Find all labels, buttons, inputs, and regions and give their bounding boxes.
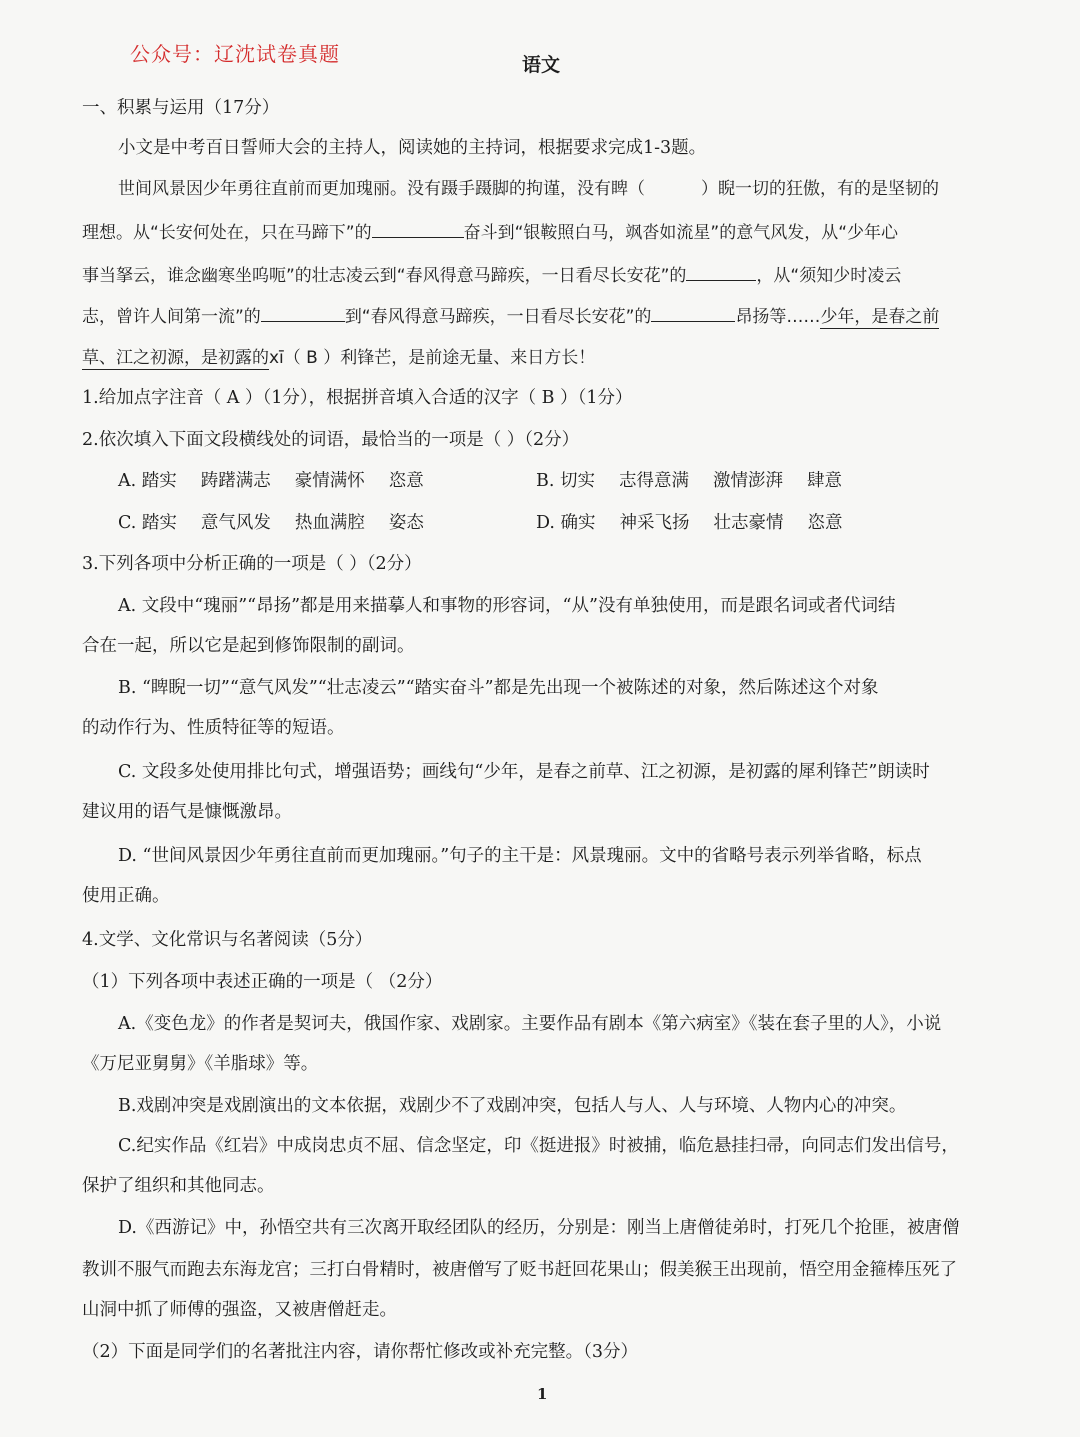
option-text: 恣意 (388, 471, 424, 491)
passage-text: 奋斗到“银鞍照白马，飒沓如流星”的意气风发，从“少年心 (463, 223, 899, 243)
q3-option-d: D. “世间风景因少年勇往直前而更加瑰丽。”句子的主干是：风景瑰丽。文中的省略号表示列举省略，标点 (118, 846, 922, 866)
option-text: 恣意 (807, 513, 843, 533)
question-4-1: （1）下列各项中表述正确的一项是（ （2分） (82, 972, 443, 992)
option-text: C. 踏实 (118, 513, 177, 533)
option-text: 神采飞扬 (619, 513, 690, 533)
question-4: 4.文学、文化常识与名著阅读（5分） (82, 930, 373, 950)
option-text: 壮志豪情 (713, 513, 784, 533)
fill-blank (651, 303, 735, 322)
page-title: 语文 (522, 54, 561, 76)
intro-text: 小文是中考百日誓师大会的主持人，阅读她的主持词，根据要求完成1-3题。 (118, 138, 707, 158)
passage-text: 到“春风得意马蹄疾，一日看尽长安花”的 (344, 307, 652, 327)
underlined-sentence: 少年，是春之前 (820, 307, 940, 327)
section-heading: 一、积累与运用（17分） (82, 98, 280, 118)
q3-option-c-cont: 建议用的语气是慷慨激昂。 (82, 802, 292, 822)
question-1: 1.给加点字注音（ A ）（1分），根据拼音填入合适的汉字（ B ）（1分） (82, 388, 633, 408)
passage-text: xī（ B ）利锋芒，是前途无量、来日方长！ (269, 348, 596, 368)
q3-option-c: C. 文段多处使用排比句式，增强语势；画线句“少年，是春之前草、江之初源，是初露的犀利锋芒”朗读时 (118, 762, 930, 782)
option-text: 豪情满怀 (294, 471, 365, 491)
fill-blank (686, 262, 756, 281)
option-text: D. 确实 (536, 513, 596, 533)
passage-line-4 (82, 303, 1012, 329)
q4-option-d-cont2: 山洞中抓了师傅的强盗，又被唐僧赶走。 (82, 1300, 397, 1320)
passage-text: 昂扬等…… (735, 307, 821, 327)
option-c (118, 511, 448, 535)
q3-option-b: B. “睥睨一切”“意气风发”“壮志凌云”“踏实奋斗”都是先出现一个被陈述的对象，然后陈述这个对象 (118, 678, 879, 698)
q4-option-b: B.戏剧冲突是戏剧演出的文本依据，戏剧少不了戏剧冲突，包括人与人、人与环境、人物内心的冲突。 (118, 1096, 907, 1116)
page-number: 1 (537, 1385, 548, 1403)
q4-option-c: C.纪实作品《红岩》中成岗忠贞不屈、信念坚定，印《挺进报》时被捕，临危悬挂扫帚，向同志们发出信号， (118, 1136, 959, 1156)
option-a (118, 469, 448, 493)
q4-option-d-cont: 教训不服气而跑去东海龙宫；三打白骨精时，被唐僧写了贬书赶回花果山；假美猴王出现前，悟空用金箍棒压死了 (82, 1260, 957, 1280)
passage-line-3 (82, 262, 1012, 288)
passage-line-2 (82, 219, 1012, 245)
option-text: 肆意 (807, 471, 842, 491)
option-text: 热血满腔 (294, 513, 365, 533)
passage-line-5 (82, 346, 1012, 370)
option-text: 志得意满 (619, 471, 689, 491)
passage-text: 世间风景因少年勇往直前而更加瑰丽。没有蹑手蹑脚的拘谨，没有睥（ (118, 179, 645, 199)
passage-text: 志，曾许人间第一流”的 (82, 307, 261, 327)
underlined-sentence: 草、江之初源，是初露的 (82, 348, 269, 368)
option-text: 意气风发 (200, 513, 271, 533)
q3-option-a-cont: 合在一起，所以它是起到修饰限制的副词。 (82, 636, 415, 656)
option-b (536, 469, 866, 493)
watermark-text: 公众号：辽沈试卷真题 (130, 42, 340, 66)
passage-text: ，从“须知少时凌云 (756, 266, 902, 286)
q3-option-d-cont: 使用正确。 (82, 886, 170, 906)
fill-blank (372, 219, 464, 238)
q4-option-a: A.《变色龙》的作者是契诃夫，俄国作家、戏剧家。主要作品有剧本《第六病室》《装在套子里的人》，小说 (118, 1014, 942, 1034)
question-2: 2.依次填入下面文段横线处的词语，最恰当的一项是（ ）（2分） (82, 430, 580, 450)
q3-option-b-cont: 的动作行为、性质特征等的短语。 (82, 718, 345, 738)
q3-option-a: A. 文段中“瑰丽”“昂扬”都是用来描摹人和事物的形容词，“从”没有单独使用，而是跟名词或者代词结 (118, 596, 896, 616)
option-text: A. 踏实 (118, 471, 177, 491)
q4-option-a-cont: 《万尼亚舅舅》《羊脂球》等。 (82, 1054, 319, 1074)
q4-option-d: D.《西游记》中，孙悟空共有三次离开取经团队的经历，分别是：刚当上唐僧徒弟时，打死几个抢匪，被唐僧 (118, 1218, 960, 1238)
option-d (536, 511, 867, 535)
option-text: 踌躇满志 (200, 471, 271, 491)
option-text: B. 切实 (536, 471, 595, 491)
option-text: 激情澎湃 (713, 471, 783, 491)
fill-blank (261, 303, 345, 322)
option-text: 姿态 (388, 513, 424, 533)
q4-option-c-cont: 保护了组织和其他同志。 (82, 1176, 275, 1196)
question-3: 3.下列各项中分析正确的一项是（ ）（2分） (82, 554, 422, 574)
passage-line-1 (118, 177, 1012, 201)
passage-text: ）睨一切的狂傲，有的是坚韧的 (701, 179, 939, 199)
passage-text: 事当拏云，谁念幽寒坐呜呃”的壮志凌云到“春风得意马蹄疾，一日看尽长安花”的 (82, 266, 687, 286)
passage-text: 理想。从“长安何处在，只在马蹄下”的 (82, 223, 372, 243)
question-4-2: （2）下面是同学们的名著批注内容，请你帮忙修改或补充完整。（3分） (82, 1342, 639, 1362)
